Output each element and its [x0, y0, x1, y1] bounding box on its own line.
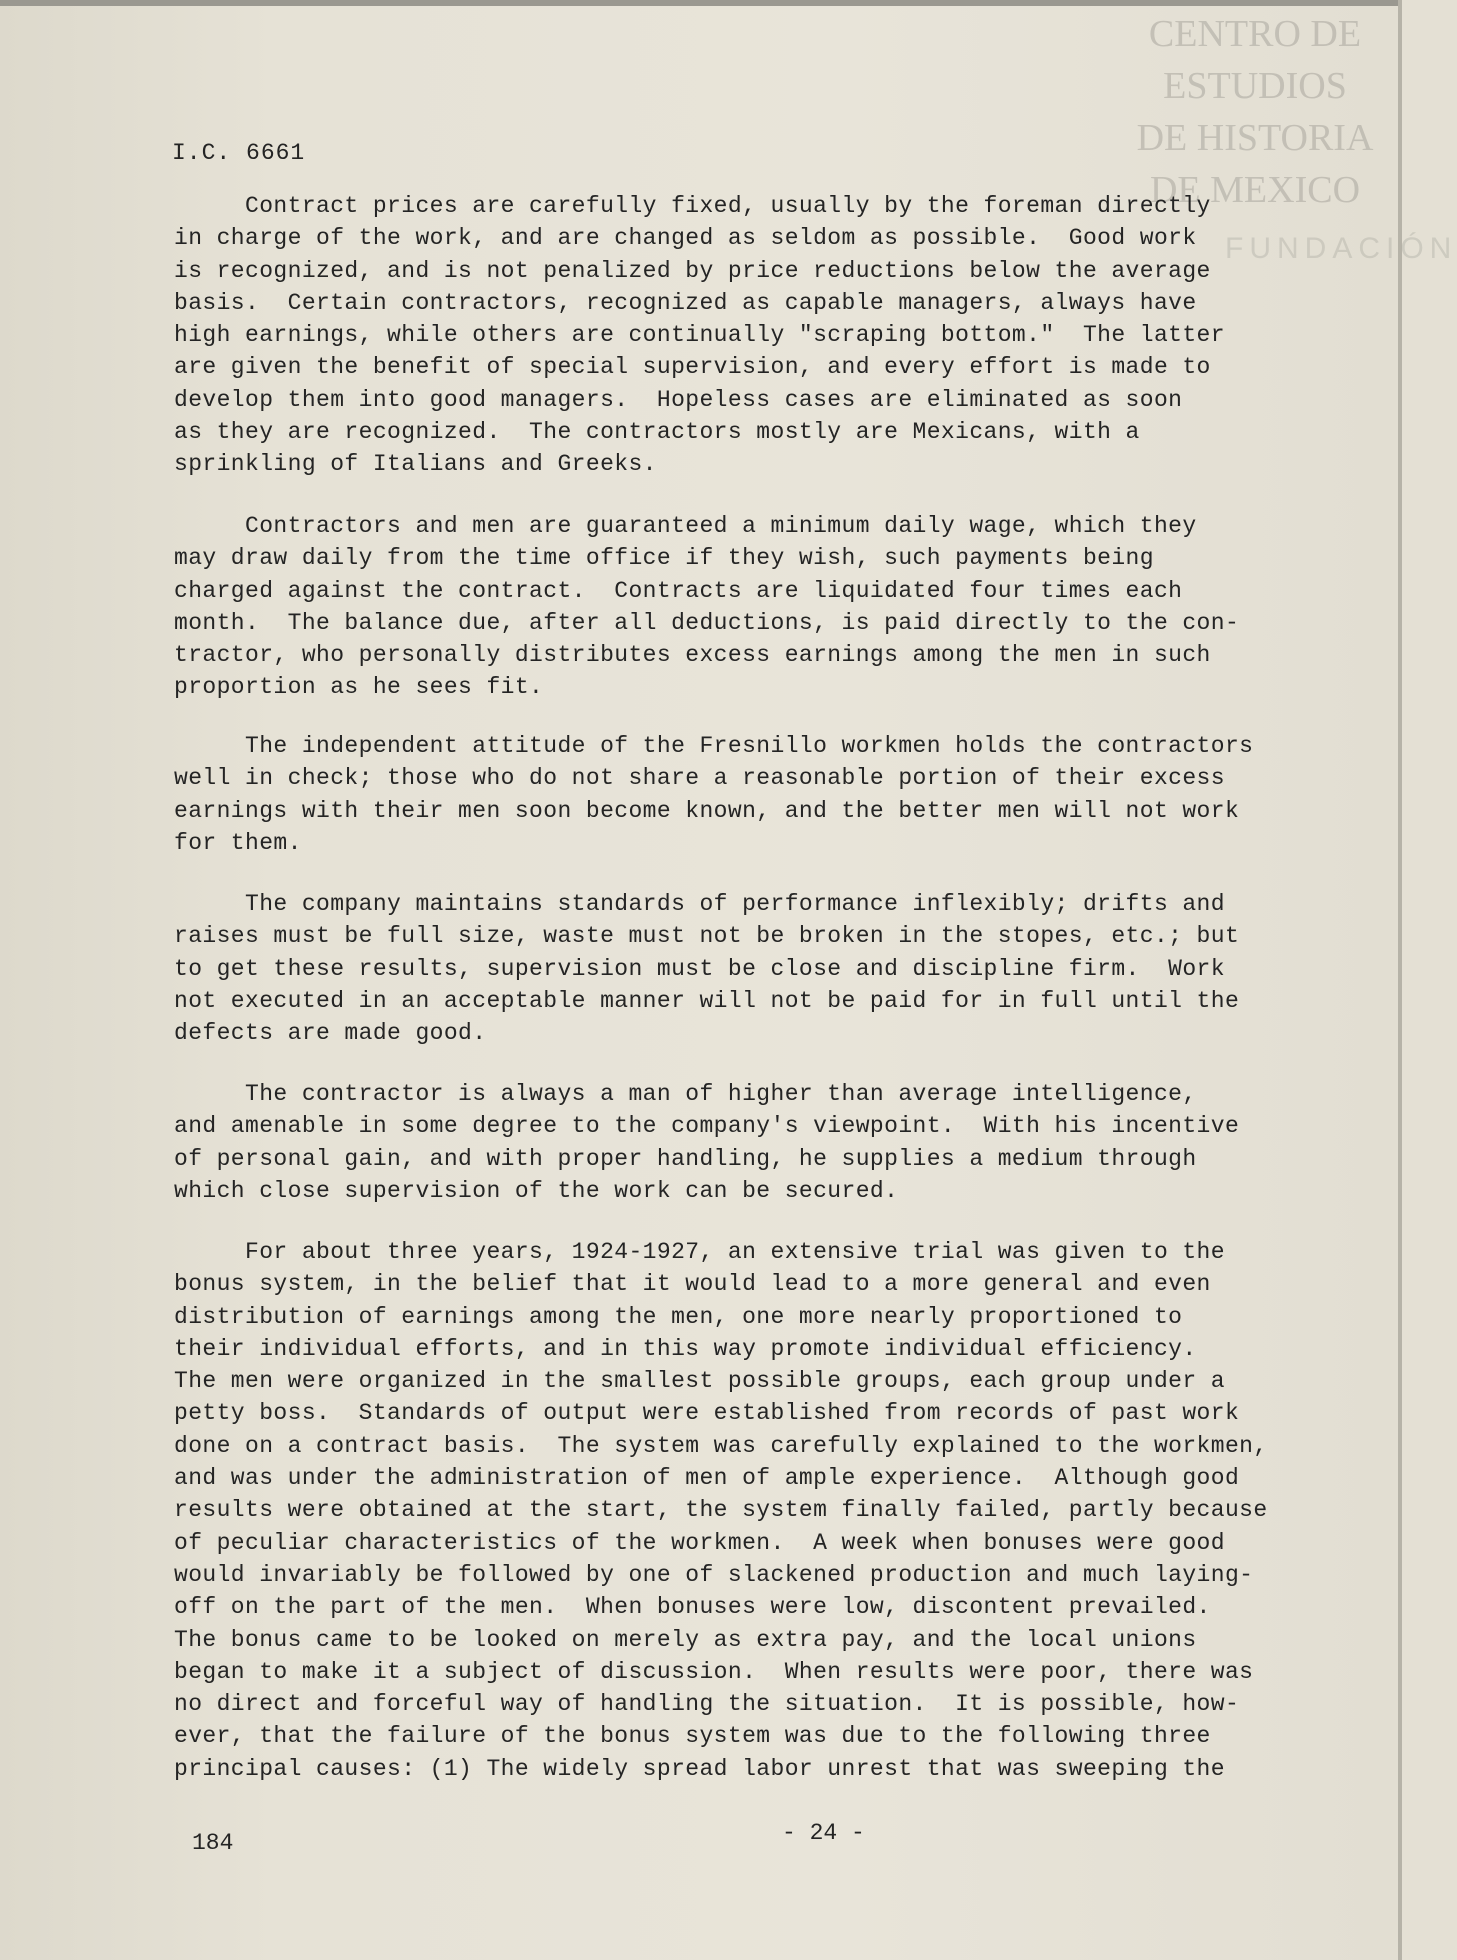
text-line: The company maintains standards of performance inflexibly; drifts and [174, 891, 1225, 917]
text-line: as they are recognized. The contractors mostly are Mexicans, with a [174, 419, 1140, 446]
text-line: bonus system, in the belief that it would lead to a more general and even [174, 1271, 1211, 1298]
text-line: principal causes: (1) The widely spread labor unrest that was sweeping the [174, 1755, 1225, 1782]
text-line: to get these results, supervision must be close and discipline firm. Work [174, 955, 1225, 982]
text-line: The bonus came to be looked on merely as extra pay, and the local unions [174, 1626, 1197, 1653]
watermark-line: DE HISTORIA [1136, 117, 1374, 159]
text-line: not executed in an acceptable manner will not be paid for in full until the [174, 987, 1240, 1014]
scan-edge-right [1398, 0, 1402, 1960]
text-line: began to make it a subject of discussion. When results were poor, there was [174, 1658, 1254, 1685]
watermark-line: CENTRO DE [1148, 13, 1362, 55]
text-line: their individual efforts, and in this way promote individual efficiency. [174, 1335, 1197, 1362]
document-code: I.C. 6661 [172, 140, 306, 166]
text-line: Contract prices are carefully fixed, usually by the foreman directly [174, 193, 1211, 219]
text-line: results were obtained at the start, the system finally failed, partly because [174, 1497, 1268, 1524]
text-line: The men were organized in the smallest possible groups, each group under a [174, 1368, 1225, 1395]
watermark-subtitle: FUNDACIÓN [1225, 232, 1457, 265]
text-line: which close supervision of the work can be secured. [174, 1177, 899, 1204]
text-line: defects are made good. [174, 1020, 487, 1047]
text-line: done on a contract basis. The system was carefully explained to the workmen, [174, 1432, 1268, 1459]
watermark-line: ESTUDIOS [1163, 65, 1347, 107]
text-line: raises must be full size, waste must not be broken in the stopes, etc.; but [174, 923, 1240, 950]
text-line: month. The balance due, after all deductions, is paid directly to the con- [174, 609, 1240, 636]
text-line: are given the benefit of special supervision, and every effort is made to [174, 354, 1211, 381]
footer-archive-number: 184 [192, 1830, 234, 1856]
paragraph-bonus-system [174, 1236, 1384, 1785]
text-line: tractor, who personally distributes excess earnings among the men in such [174, 642, 1211, 669]
text-line: distribution of earnings among the men, one more nearly proportioned to [174, 1303, 1183, 1330]
paragraph-standards [174, 888, 1384, 1049]
text-line: Contractors and men are guaranteed a minimum daily wage, which they [174, 513, 1197, 539]
text-line: and was under the administration of men of ample experience. Although good [174, 1465, 1240, 1492]
paragraph-contract-prices [174, 190, 1384, 481]
paragraph-minimum-wage [174, 510, 1384, 704]
paragraph-contractor [174, 1078, 1384, 1207]
text-line: of peculiar characteristics of the workmen. A week when bonuses were good [174, 1529, 1225, 1556]
archive-watermark [1120, 8, 1390, 216]
text-line: in charge of the work, and are changed as seldom as possible. Good work [174, 225, 1197, 252]
text-line: basis. Certain contractors, recognized as capable managers, always have [174, 289, 1197, 316]
text-line: of personal gain, and with proper handling, he supplies a medium through [174, 1145, 1197, 1172]
text-line: would invariably be followed by one of slackened production and much laying- [174, 1561, 1254, 1588]
text-line: sprinkling of Italians and Greeks. [174, 451, 657, 478]
text-line: off on the part of the men. When bonuses were low, discontent prevailed. [174, 1594, 1211, 1621]
text-line: proportion as he sees fit. [174, 674, 544, 701]
text-line: and amenable in some degree to the company's viewpoint. With his incentive [174, 1113, 1240, 1140]
watermark-line: DE MEXICO [1149, 169, 1361, 211]
text-line: no direct and forceful way of handling the situation. It is possible, how- [174, 1691, 1240, 1718]
text-line: develop them into good managers. Hopeless cases are eliminated as soon [174, 386, 1183, 413]
text-line: For about three years, 1924-1927, an extensive trial was given to the [174, 1239, 1225, 1265]
text-line: The contractor is always a man of higher than average intelligence, [174, 1081, 1197, 1107]
text-line: for them. [174, 829, 302, 856]
text-line: The independent attitude of the Fresnillo workmen holds the contractors [174, 733, 1254, 759]
text-line: is recognized, and is not penalized by price reductions below the average [174, 257, 1211, 284]
text-line: petty boss. Standards of output were established from records of past work [174, 1400, 1240, 1427]
text-line: may draw daily from the time office if they wish, such payments being [174, 545, 1154, 572]
text-line: charged against the contract. Contracts are liquidated four times each [174, 577, 1183, 604]
text-line: earnings with their men soon become known, and the better men will not work [174, 797, 1240, 824]
page-number: - 24 - [782, 1820, 865, 1846]
text-line: well in check; those who do not share a reasonable portion of their excess [174, 765, 1225, 792]
text-line: ever, that the failure of the bonus system was due to the following three [174, 1723, 1211, 1750]
text-line: high earnings, while others are continually "scraping bottom." The latter [174, 322, 1225, 349]
paragraph-independent-attitude [174, 730, 1384, 859]
scan-edge-top [0, 0, 1402, 6]
